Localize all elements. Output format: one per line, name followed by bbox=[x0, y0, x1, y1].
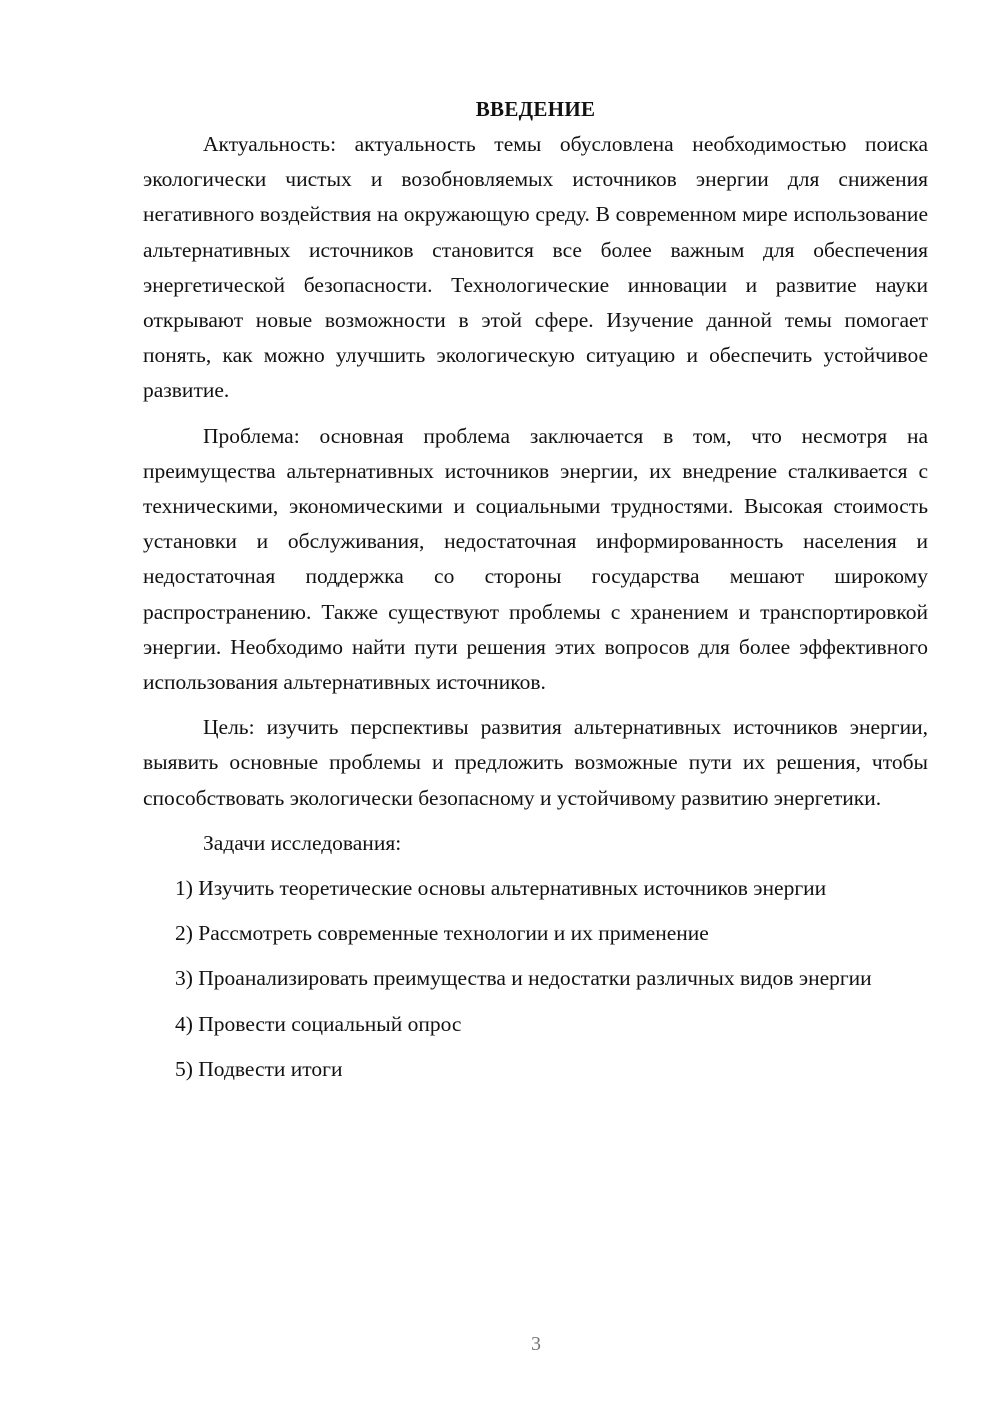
page-number: 3 bbox=[531, 1333, 541, 1355]
tasks-list bbox=[143, 871, 928, 1087]
problem-paragraph: Проблема: основная проблема заключается в том, что несмотря на преимущества альтернативных источников энергии, их внедрение сталкивается с техническими, экономическими и социальными трудностями. Высокая стоимость установки и обслуживания, недостаточная информированность населения и недостаточная поддержка со стороны государства мешают широкому распространению. Также существуют проблемы с хранением и транспортировкой энергии. Необходимо найти пути решения этих вопросов для более эффективного использования альтернативных источников. bbox=[143, 423, 928, 695]
task-item-2: 2) Рассмотреть современные технологии и их применение bbox=[175, 921, 709, 946]
tasks-heading: Задачи исследования: bbox=[203, 830, 402, 855]
task-item-1: 1) Изучить теоретические основы альтернативных источников энергии bbox=[175, 876, 827, 901]
task-item-3: 3) Проанализировать преимущества и недостатки различных видов энергии bbox=[175, 966, 872, 991]
page-content bbox=[143, 92, 928, 1097]
section-title: ВВЕДЕНИЕ bbox=[475, 97, 596, 121]
goal-paragraph: Цель: изучить перспективы развития альтернативных источников энергии, выявить основные проблемы и предложить возможные пути их решения, чтобы способствовать экологически безопасному и устойчивому развитию энергетики. bbox=[143, 715, 928, 810]
relevance-paragraph: Актуальность: актуальность темы обусловлена необходимостью поиска экологически чистых и возобновляемых источников энергии для снижения негативного воздействия на окружающую среду. В современном мире использование альтернативных источников становится все более важным для обеспечения энергетической безопасности. Технологические инновации и развитие науки открывают новые возможности в этой сфере. Изучение данной темы помогает понять, как можно улучшить экологическую ситуацию и обеспечить устойчивое развитие. bbox=[143, 132, 928, 403]
task-item-5: 5) Подвести итоги bbox=[175, 1056, 343, 1081]
task-item-4: 4) Провести социальный опрос bbox=[175, 1011, 462, 1036]
